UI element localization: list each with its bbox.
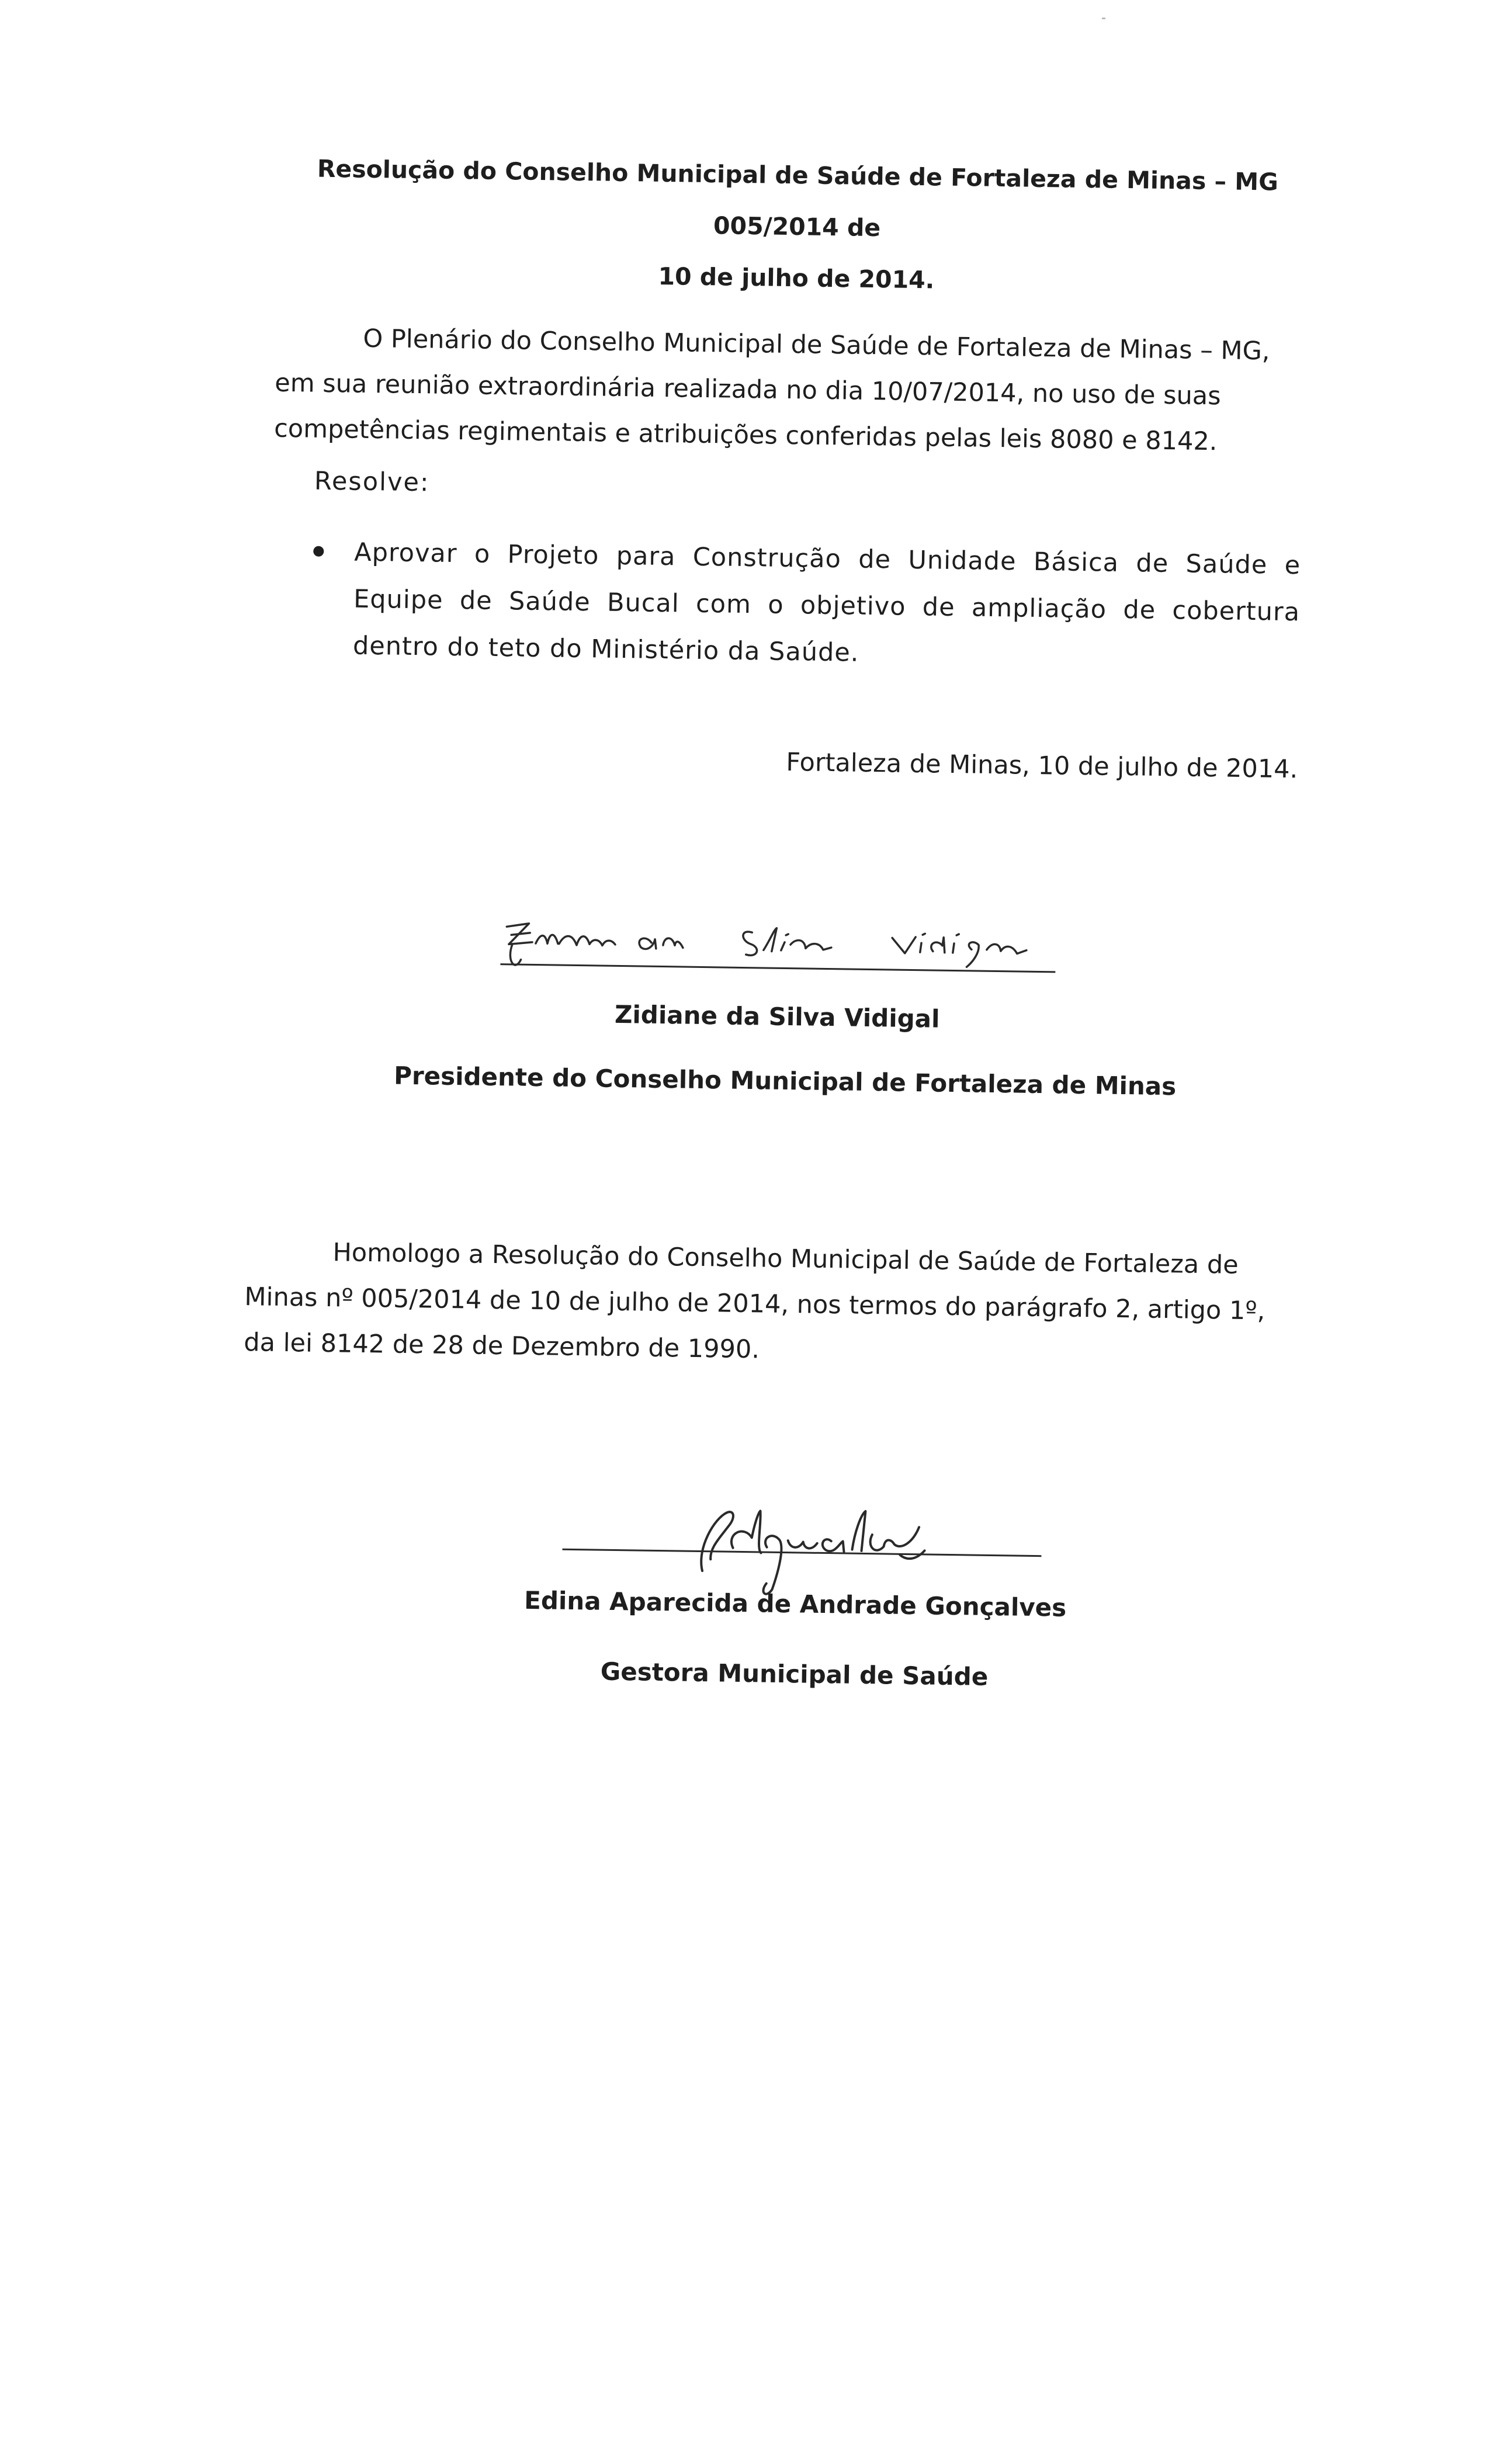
- signatory-2-name: Edina Aparecida de Andrade Gonçalves: [523, 1585, 1067, 1622]
- intro-paragraph: [274, 315, 1304, 466]
- resolve-label: Resolve:: [314, 466, 430, 498]
- resolution-item: Aprovar o Projeto para Construção de Unidade Básica de Saúde e Equipe de Saúde Bucal com o objetivo de ampliação de cobertura dentro do teto do Ministério da Saúde.: [352, 537, 1301, 668]
- signatory-1-name: Zidiane da Silva Vidigal: [614, 1000, 940, 1033]
- signatory-1-role: Presidente do Conselho Municipal de Fortaleza de Minas: [393, 1061, 1177, 1101]
- signature-zidiane: [488, 896, 1074, 986]
- resolution-list: [308, 528, 1301, 668]
- title-line-2: 10 de julho de 2014.: [658, 262, 935, 294]
- homologation-text: Homologo a Resolução do Conselho Municipal de Saúde de Fortaleza de Minas nº 005/2014 de 10 de julho de 2014, nos termos do parágrafo 2, artigo 1º, da lei 8142 de 28 de Dezembro de 1990.: [244, 1238, 1265, 1365]
- bullet-icon: [313, 546, 324, 557]
- homologation-paragraph: [244, 1228, 1291, 1380]
- signatory-2-role: Gestora Municipal de Saúde: [600, 1657, 989, 1691]
- place-date: Fortaleza de Minas, 10 de julho de 2014.: [786, 747, 1298, 785]
- document-title: [276, 143, 1318, 311]
- intro-text: O Plenário do Conselho Municipal de Saúde de Fortaleza de Minas – MG, em sua reunião extraordinária realizada no dia 10/07/2014, no uso de suas competências regimentais e atribuições conferidas pelas leis 8080 e 8142.: [273, 324, 1270, 457]
- title-line-1: Resolução do Conselho Municipal de Saúde de Fortaleza de Minas – MG 005/2014 de: [317, 154, 1279, 242]
